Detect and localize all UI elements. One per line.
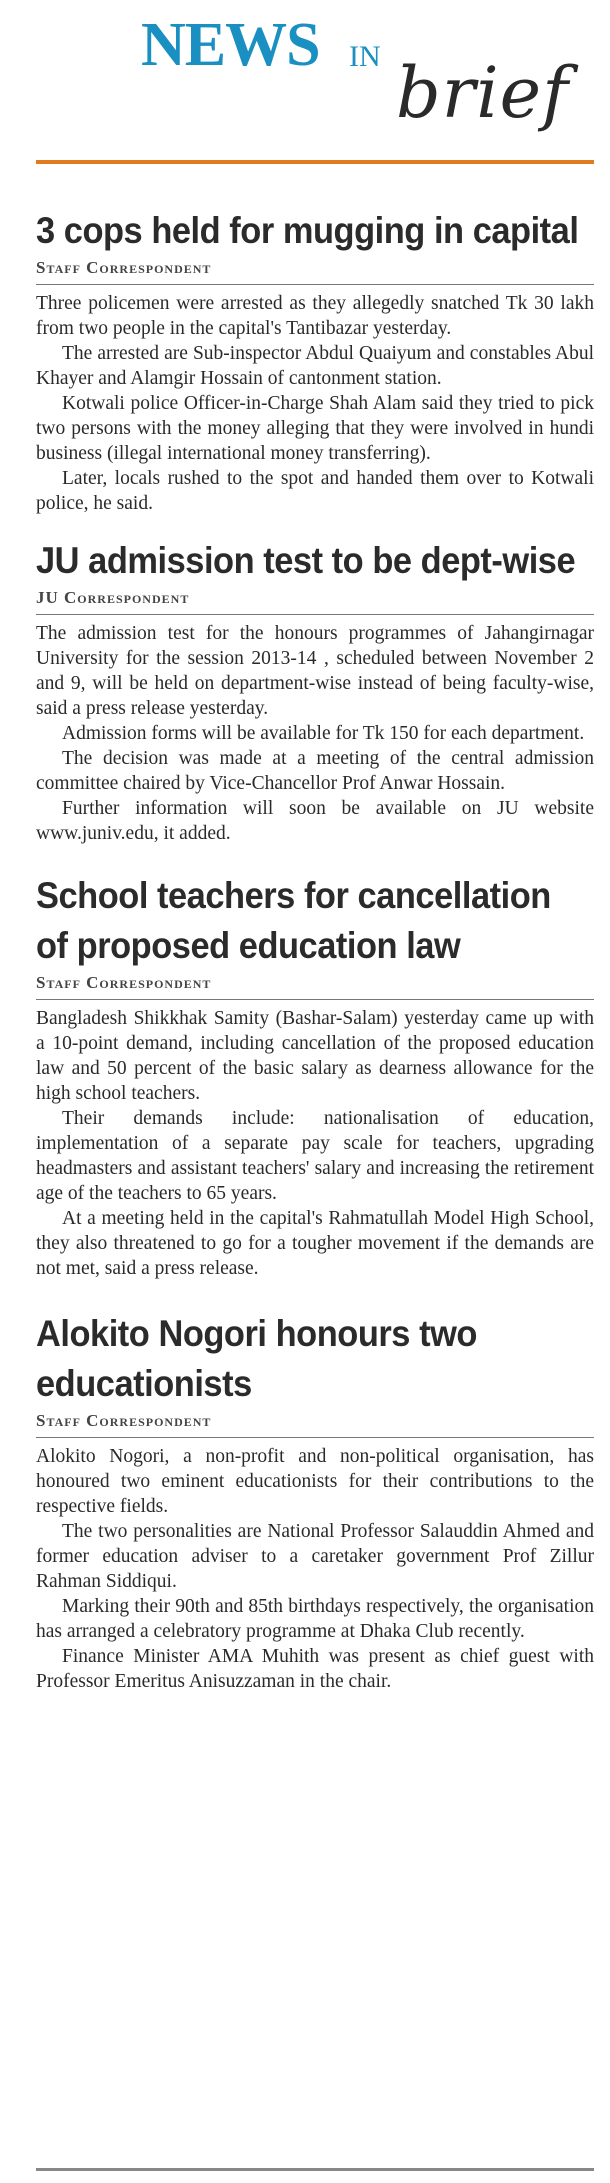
paragraph: Kotwali police Officer-in-Charge Shah Alam said they tried to pick two persons with the money alleging that they were involved in hundi business (illegal international money transferring).	[36, 393, 594, 464]
paragraph: The two personalities are National Professor Salauddin Ahmed and former education adviser to a caretaker government Prof Zillur Rahman Siddiqui.	[36, 1521, 594, 1592]
headline-line-1: Alokito Nogori honours two	[36, 1313, 477, 1354]
headline-line-2: educationists	[36, 1363, 252, 1404]
masthead-brief: brief	[396, 52, 569, 134]
paragraph: The admission test for the honours programmes of Jahangirnagar University for the session 2013-14 , scheduled between November 2 and 9, will be held on department-wise instead of being faculty-wise, said a press release yesterday.	[36, 623, 594, 719]
paragraph: Admission forms will be available for Tk 150 for each department.	[62, 723, 585, 744]
bottom-rule	[36, 2168, 594, 2171]
byline: Staff Correspondent	[36, 973, 212, 992]
story-body	[36, 1444, 594, 1694]
paragraph: Bangladesh Shikkhak Samity (Bashar-Salam) yesterday came up with a 10-point demand, including cancellation of the proposed education law and 50 percent of the basic salary as dearness allowance for the high school teachers.	[36, 1008, 594, 1104]
paragraph: Marking their 90th and 85th birthdays respectively, the organisation has arranged a celebratory programme at Dhaka Club recently.	[36, 1596, 594, 1642]
story-body	[36, 621, 594, 846]
masthead-in: IN	[349, 40, 381, 73]
paragraph: Later, locals rushed to the spot and handed them over to Kotwali police, he said.	[36, 468, 594, 514]
story-cops-mugging	[36, 162, 594, 516]
masthead-rule	[36, 160, 594, 164]
story-body	[36, 1006, 594, 1281]
byline: Staff Correspondent	[36, 1411, 212, 1430]
paragraph: Their demands include: nationalisation of education, implementation of a separate pay scale for teachers, upgrading headmasters and assistant teachers' salary and increasing the retirement age of the teachers to 65 years.	[36, 1108, 594, 1204]
paragraph: The decision was made at a meeting of the central admission committee chaired by Vice-Chancellor Prof Anwar Hossain.	[36, 748, 594, 794]
headline: JU admission test to be dept-wise	[36, 540, 576, 581]
paragraph: The arrested are Sub-inspector Abdul Quaiyum and constables Abul Khayer and Alamgir Hossain of cantonment station.	[36, 343, 594, 389]
headline-line-1: School teachers for cancellation	[36, 875, 551, 916]
byline: JU Correspondent	[36, 588, 190, 607]
story-body	[36, 291, 594, 516]
headline: 3 cops held for mugging in capital	[36, 210, 579, 251]
byline: Staff Correspondent	[36, 258, 212, 277]
masthead	[36, 0, 594, 162]
paragraph: Three policemen were arrested as they allegedly snatched Tk 30 lakh from two people in the capital's Tantibazar yesterday.	[36, 293, 594, 339]
story-alokito-nogori	[36, 1281, 594, 1694]
story-ju-admission	[36, 516, 594, 846]
headline-line-2: of proposed education law	[36, 925, 461, 966]
byline-rule	[36, 614, 594, 615]
byline-rule	[36, 284, 594, 285]
story-school-teachers	[36, 846, 594, 1281]
masthead-news: NEWS	[141, 11, 320, 79]
paragraph: Alokito Nogori, a non-profit and non-political organisation, has honoured two eminent educationists for their contributions to the respective fields.	[36, 1446, 594, 1517]
byline-rule	[36, 999, 594, 1000]
paragraph: Finance Minister AMA Muhith was present as chief guest with Professor Emeritus Anisuzzaman in the chair.	[36, 1646, 594, 1692]
paragraph: Further information will soon be available on JU website www.juniv.edu, it added.	[36, 798, 594, 844]
byline-rule	[36, 1437, 594, 1438]
paragraph: At a meeting held in the capital's Rahmatullah Model High School, they also threatened to go for a tougher movement if the demands are not met, said a press release.	[36, 1208, 594, 1279]
